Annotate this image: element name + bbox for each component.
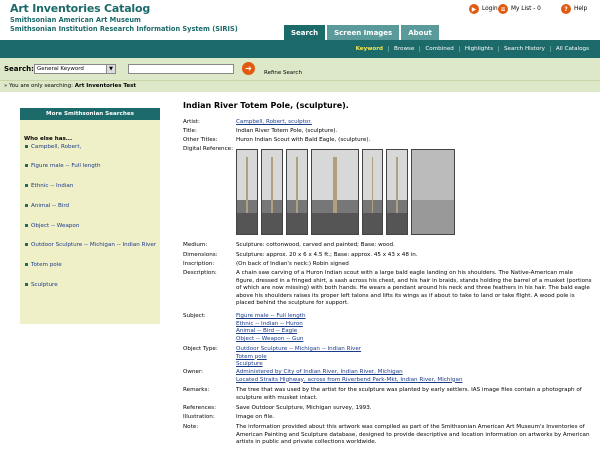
help-icon[interactable]: ? — [561, 4, 571, 14]
artist-link[interactable]: Campbell, Robert, sculptor. — [236, 119, 312, 125]
artist-value — [236, 119, 592, 127]
help-label[interactable]: Help — [574, 6, 588, 12]
system-name: Smithsonian Institution Research Information System (SIRIS) — [10, 25, 238, 33]
nav-keyword[interactable]: Keyword — [355, 46, 384, 52]
object-type-link[interactable]: Sculpture — [236, 361, 263, 368]
record-title: Indian River Totem Pole, (sculpture). — [183, 101, 349, 110]
inscription-value: (On back of Indian's neck:) Robin signed — [236, 261, 349, 267]
references-label: References: — [183, 405, 216, 411]
bullet-icon — [25, 164, 28, 167]
illustration-value: Image on file. — [236, 414, 275, 420]
sidebar-item[interactable] — [25, 223, 79, 229]
bullet-icon — [25, 184, 28, 187]
bullet-icon — [25, 224, 28, 227]
search-input[interactable] — [128, 64, 234, 74]
medium-label: Medium: — [183, 242, 208, 248]
sidebar-item[interactable] — [25, 203, 69, 209]
thumbnail-image[interactable] — [311, 149, 359, 235]
illustration-label: Illustration: — [183, 414, 215, 420]
refine-search-link[interactable]: Refine Search — [264, 70, 302, 76]
subject-link[interactable]: Object -- Weapon -- Gun — [236, 335, 304, 342]
bullet-icon — [25, 283, 28, 286]
main-tabs — [283, 24, 440, 40]
sidebar-who-label: Who else has... — [24, 136, 73, 142]
help-link[interactable] — [561, 3, 587, 15]
nav-browse[interactable]: Browse — [388, 46, 419, 52]
object-type-link[interactable]: Outdoor Sculpture -- Michigan -- Indian River — [236, 346, 362, 352]
sidebar-item-label[interactable]: Ethnic -- Indian — [31, 183, 74, 189]
digital-reference-thumbnails — [236, 149, 455, 235]
object-type-label: Object Type: — [183, 346, 218, 352]
list-icon[interactable]: ≡ — [498, 4, 508, 14]
go-button[interactable] — [242, 62, 255, 75]
dimensions-label: Dimensions: — [183, 252, 218, 258]
bullet-icon — [25, 243, 28, 246]
subject-value — [236, 313, 592, 343]
thumbnail-image[interactable] — [362, 149, 383, 235]
bullet-icon — [25, 204, 28, 207]
sidebar-item[interactable] — [25, 183, 73, 189]
nav-highlights[interactable]: Highlights — [459, 46, 498, 52]
sidebar-item-label[interactable]: Campbell, Robert, — [31, 144, 82, 150]
owner-label: Owner: — [183, 369, 204, 375]
sidebar-item-label[interactable]: Animal -- Bird — [31, 203, 70, 209]
sidebar-item[interactable] — [25, 163, 101, 169]
arrow-right-icon[interactable]: ➜ — [245, 64, 252, 73]
digital-reference-label: Digital Reference: — [183, 146, 233, 152]
bullet-icon — [25, 145, 28, 148]
artist-label: Artist: — [183, 119, 200, 125]
sidebar-header: More Smithsonian Searches — [20, 108, 160, 120]
chevron-down-icon[interactable]: ▼ — [106, 65, 115, 73]
login-link[interactable] — [469, 3, 498, 15]
header — [0, 0, 600, 40]
subject-link[interactable]: Figure male -- Full length — [236, 313, 306, 319]
medium-value: Sculpture: cottonwood, carved and painted; Base: wood. — [236, 242, 395, 248]
mylist-link[interactable] — [498, 3, 541, 15]
inscription-label: Inscription: — [183, 261, 215, 267]
object-type-value — [236, 346, 592, 369]
note-label: Note: — [183, 424, 199, 430]
tab-search[interactable]: Search — [283, 24, 326, 40]
remarks-label: Remarks: — [183, 387, 210, 393]
tab-about[interactable]: About — [400, 24, 440, 40]
nav-combined[interactable]: Combined — [419, 46, 458, 52]
sidebar-item-label[interactable]: Outdoor Sculpture -- Michigan -- Indian River — [31, 242, 157, 248]
scope-bar — [0, 80, 600, 92]
sidebar-item[interactable] — [25, 262, 62, 268]
bullet-icon — [25, 263, 28, 266]
mylist-label[interactable]: My List - 0 — [511, 6, 541, 12]
scope-prefix: » You are only searching: — [4, 83, 73, 89]
description-value: A chain saw carving of a Huron Indian scout with a large bald eagle landing on his shoulders. The Native-American male figure, dressed in a fringed shirt, a sash across his chest, and his hair in braids, stands holding the barrel of a musket (portions of which are now missing) with both hands. He wears a pendant around his neck and three feathers in his hair. The bald eagle above his shoulders raises its proper left talons and lifts its wings as if about to take to land or take flight. A wood pole is placed behind the sculpture for support. — [236, 270, 592, 307]
sidebar-item-label[interactable]: Object -- Weapon — [31, 223, 80, 229]
tab-screen-images[interactable]: Screen Images — [326, 24, 400, 40]
remarks-value: The tree that was used by the artist for the sculpture was planted by early settlers. IAS image files contain a photograph of sculpture with musket intact. — [236, 387, 582, 401]
note-value: The information provided about this artwork was compiled as part of the Smithsonian American Art Museum's Inventories of American Painting and Sculpture database, designed to provide descriptive and location information on artworks by American artists in public and private collections worldwide. — [236, 424, 590, 446]
search-bar — [0, 58, 600, 80]
title-value: Indian River Totem Pole, (sculpture). — [236, 128, 338, 134]
object-type-link[interactable]: Totem pole — [236, 353, 267, 360]
owner-value — [236, 369, 592, 384]
thumbnail-image[interactable] — [411, 149, 455, 235]
search-type-select[interactable] — [34, 64, 116, 74]
subject-link[interactable]: Animal -- Bird -- Eagle — [236, 328, 298, 335]
thumbnail-image[interactable] — [386, 149, 408, 235]
nav-search-history[interactable]: Search History — [498, 46, 550, 52]
sidebar-item[interactable] — [25, 242, 156, 248]
other-titles-label: Other Titles: — [183, 137, 218, 143]
login-label[interactable]: Login — [482, 6, 498, 12]
app-title[interactable]: Art Inventories Catalog — [10, 2, 151, 15]
sidebar-item[interactable] — [25, 144, 81, 150]
scope-text — [4, 83, 136, 89]
other-titles-value: Huron Indian Scout with Bald Eagle, (sculpture). — [236, 137, 371, 143]
search-type-value[interactable]: General Keyword — [37, 66, 84, 72]
nav-bar — [0, 40, 600, 58]
sidebar-item-label[interactable]: Totem pole — [31, 262, 62, 268]
nav-all-catalogs[interactable]: All Catalogs — [550, 46, 594, 52]
sidebar-item-label[interactable]: Figure male -- Full length — [31, 163, 101, 169]
search-label: Search: — [4, 65, 34, 73]
thumbnail-image[interactable] — [286, 149, 308, 235]
thumbnail-image[interactable] — [261, 149, 283, 235]
museum-name: Smithsonian American Art Museum — [10, 16, 141, 24]
subject-label: Subject: — [183, 313, 206, 319]
thumbnail-image[interactable] — [236, 149, 258, 235]
scope-value: Art Inventories Test — [74, 83, 137, 89]
sidebar-item[interactable] — [25, 282, 58, 288]
owner-link[interactable]: Located Straits Highway, across from Riverbend Park-Mkt, Indian River, Michigan — [236, 376, 463, 383]
title-label: Title: — [183, 128, 197, 134]
sidebar-item-label[interactable]: Sculpture — [31, 282, 58, 288]
description-label: Description: — [183, 270, 217, 276]
nav-links — [351, 40, 594, 58]
login-icon[interactable]: ▶ — [469, 4, 479, 14]
owner-link[interactable]: Administered by City of Indian River, Indian River, Michigan — [236, 369, 403, 375]
dimensions-value: Sculpture: approx. 20 x 6 x 4.5 ft.; Base: approx. 45 x 43 x 48 in. — [236, 252, 418, 258]
sidebar — [20, 108, 160, 324]
subject-link[interactable]: Ethnic -- Indian -- Huron — [236, 320, 303, 327]
references-value: Save Outdoor Sculpture, Michigan survey, 1993. — [236, 405, 372, 411]
